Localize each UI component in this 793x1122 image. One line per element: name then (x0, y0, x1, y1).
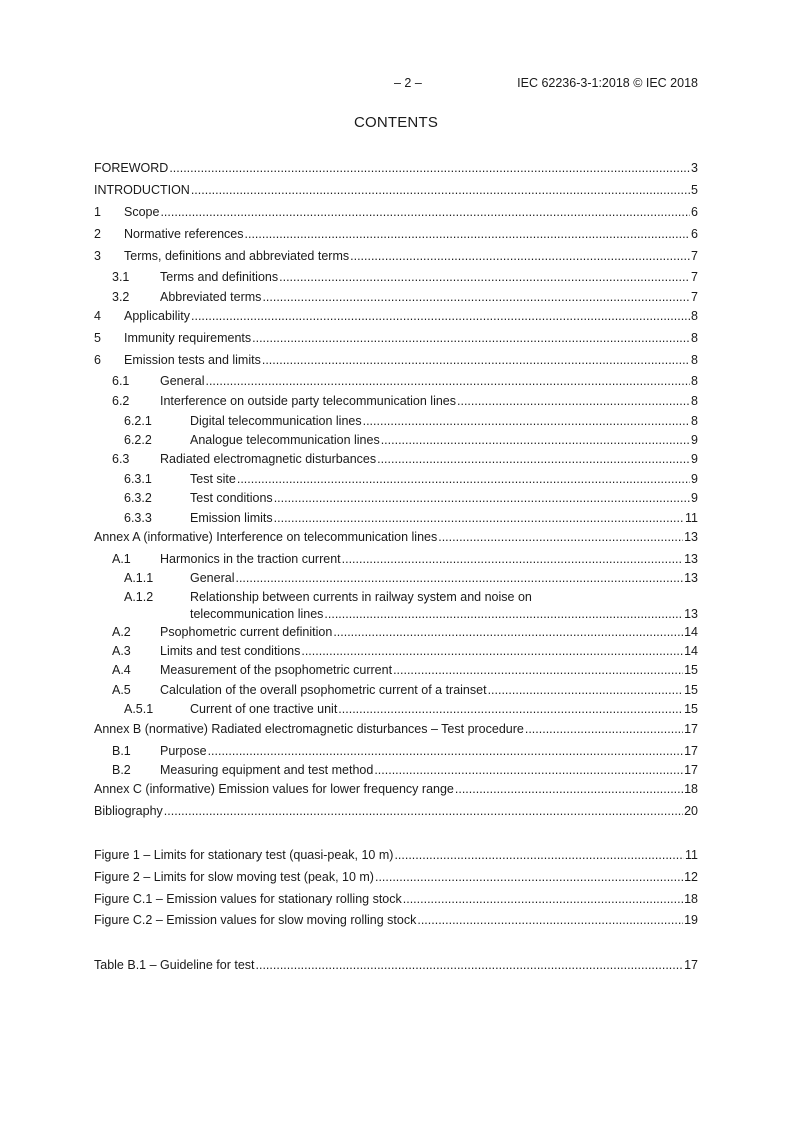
toc-entry-label: Terms, definitions and abbreviated terms (124, 249, 350, 263)
toc-entry-page: 14 (684, 644, 698, 658)
toc-entry-page: 8 (691, 309, 698, 323)
dot-leader (324, 606, 683, 622)
dot-leader (403, 891, 683, 907)
dot-leader (338, 701, 683, 717)
toc-entry-label: Figure 1 – Limits for stationary test (quasi-peak, 10 m) (94, 848, 394, 862)
toc-entry-number: 5 (94, 331, 101, 345)
toc-entry-2[interactable] (94, 226, 698, 242)
tables-entry-table-b-1-guideline-for-test[interactable] (94, 957, 698, 973)
toc-entry-number: A.5 (112, 683, 131, 697)
toc-entry-page: 6 (691, 227, 698, 241)
toc-entry-number: 6.1 (112, 374, 130, 388)
toc-entry-number: A.3 (112, 644, 131, 658)
toc-entry-page: 8 (691, 353, 698, 367)
toc-entry-line (94, 869, 698, 885)
dot-leader (363, 413, 690, 429)
toc-entry-number: 6.3.1 (124, 472, 152, 486)
toc-entry-B-2[interactable] (94, 762, 698, 778)
dot-leader (274, 490, 690, 506)
toc-entry-number: 6.3 (112, 452, 130, 466)
toc-entry-line (124, 248, 698, 264)
toc-entry-1[interactable] (94, 204, 698, 220)
toc-entry-page: 8 (691, 374, 698, 388)
toc-entry-number: 2 (94, 227, 101, 241)
toc-entry-label: Harmonics in the traction current (160, 552, 341, 566)
toc-entry-label: Measuring equipment and test method (160, 763, 374, 777)
toc-entry-page: 13 (684, 607, 698, 621)
toc-entry-label: Radiated electromagnetic disturbances (160, 452, 377, 466)
toc-entry-A-1-1[interactable] (94, 570, 698, 586)
toc-entry-page: 19 (684, 913, 698, 927)
toc-entry-line (190, 471, 698, 487)
toc-entry-number: B.2 (112, 763, 131, 777)
toc-entry-6-3-1[interactable] (94, 471, 698, 487)
dot-leader (191, 308, 690, 324)
toc-entry-label: Emission limits (190, 511, 273, 525)
toc-entry-A-1[interactable] (94, 551, 698, 567)
toc-entry-number: 4 (94, 309, 101, 323)
toc-entry-page: 6 (691, 205, 698, 219)
toc-entry-page: 7 (691, 290, 698, 304)
toc-entry-page: 12 (684, 870, 698, 884)
toc-entry-page: 20 (684, 804, 698, 818)
toc-entry-page: 7 (691, 249, 698, 263)
toc-entry-line (124, 330, 698, 346)
toc-entry-3-1[interactable] (94, 269, 698, 285)
toc-entry-page: 7 (691, 270, 698, 284)
dot-leader (374, 762, 683, 778)
dot-leader (393, 662, 683, 678)
dot-leader (342, 551, 683, 567)
toc-entry-A-2[interactable] (94, 624, 698, 640)
toc-entry-label: Annex B (normative) Radiated electromagnetic disturbances – Test procedure (94, 722, 524, 736)
toc-entry-page: 3 (691, 161, 698, 175)
toc-entry-label: Figure C.2 – Emission values for slow moving rolling stock (94, 913, 417, 927)
toc-entry-page: 17 (684, 722, 698, 736)
toc-entry-label: telecommunication lines (190, 607, 324, 621)
toc-entry-line (190, 701, 698, 717)
toc-entry-line (160, 373, 698, 389)
toc-entry-number: A.1.1 (124, 571, 154, 585)
toc-entry-page: 9 (691, 491, 698, 505)
toc-entry-page: 11 (685, 848, 698, 862)
toc-entry-annex-a-informative-interference-on-tele[interactable] (94, 529, 698, 545)
toc-entry-number: B.1 (112, 744, 131, 758)
toc-entry-page: 15 (684, 683, 698, 697)
toc-entry-page: 15 (684, 702, 698, 716)
toc-entry-A-5[interactable] (94, 682, 698, 698)
toc-entry-number: 6.2.2 (124, 433, 152, 447)
toc-entry-line (160, 762, 698, 778)
dot-leader (417, 912, 683, 928)
toc-entry-page: 17 (684, 763, 698, 777)
toc-entry-line (160, 269, 698, 285)
toc-entry-bibliography[interactable] (94, 803, 698, 819)
figures-entry-figure-c-1-emission-values-for-stationar[interactable] (94, 891, 698, 907)
figures-entry-figure-1-limits-for-stationary-test-quas[interactable] (94, 847, 698, 863)
toc-entry-number: A.1.2 (124, 590, 154, 604)
toc-entry-label: Scope (124, 205, 160, 219)
toc-entry-label: Test conditions (190, 491, 273, 505)
toc-entry-4[interactable] (94, 308, 698, 324)
toc-entry-line (94, 847, 698, 863)
toc-entry-line (190, 432, 698, 448)
toc-entry-number: A.5.1 (124, 702, 154, 716)
toc-entry-line (190, 413, 698, 429)
toc-entry-label: Analogue telecommunication lines (190, 433, 380, 447)
dot-leader (191, 182, 690, 198)
toc-entry-6-3-2[interactable] (94, 490, 698, 506)
toc-entry-page: 8 (691, 331, 698, 345)
toc-entry-annex-c-informative-emission-values-for-[interactable] (94, 781, 698, 797)
toc-entry-line (124, 226, 698, 242)
toc-entry-number: 6.3.3 (124, 511, 152, 525)
toc-entry-line (160, 551, 698, 567)
toc-entry-label: Terms and definitions (160, 270, 279, 284)
toc-entry-label: Current of one tractive unit (190, 702, 338, 716)
toc-entry-label: Table B.1 – Guideline for test (94, 958, 255, 972)
dot-leader (205, 373, 690, 389)
toc-entry-page: 9 (691, 452, 698, 466)
toc-entry-number: 6.2.1 (124, 414, 152, 428)
toc-entry-3-2[interactable] (94, 289, 698, 305)
toc-entry-label: Figure 2 – Limits for slow moving test (peak, 10 m) (94, 870, 374, 884)
toc-entry-6-2-1[interactable] (94, 413, 698, 429)
toc-entry-6-3[interactable] (94, 451, 698, 467)
toc-entry-annex-b-normative-radiated-electromagnet[interactable] (94, 721, 698, 737)
dot-leader (394, 847, 684, 863)
toc-entry-line (94, 721, 698, 737)
toc-entry-number: 6.3.2 (124, 491, 152, 505)
dot-leader (377, 451, 690, 467)
toc-entry-line (124, 204, 698, 220)
toc-entry-page: 5 (691, 183, 698, 197)
dot-leader (274, 510, 684, 526)
toc-entry-number: 6.2 (112, 394, 130, 408)
toc-entry-label: General (160, 374, 205, 388)
toc-entry-label: Immunity requirements (124, 331, 252, 345)
toc-entry-line (94, 182, 698, 198)
toc-entry-label: Interference on outside party telecommunication lines (160, 394, 456, 408)
dot-leader (333, 624, 683, 640)
toc-entry-line (124, 308, 698, 324)
toc-entry-number: 1 (94, 205, 101, 219)
dot-leader (375, 869, 683, 885)
dot-leader (262, 289, 690, 305)
toc-entry-A-4[interactable] (94, 662, 698, 678)
toc-entry-page: 13 (684, 530, 698, 544)
toc-entry-line (94, 160, 698, 176)
toc-entry-label: Applicability (124, 309, 191, 323)
toc-entry-label: Digital telecommunication lines (190, 414, 362, 428)
toc-entry-page: 9 (691, 472, 698, 486)
dot-leader (488, 682, 684, 698)
toc-entry-line (160, 289, 698, 305)
toc-entry-line (190, 570, 698, 586)
toc-entry-line (160, 743, 698, 759)
toc-entry-line (190, 490, 698, 506)
toc-entry-6-2[interactable] (94, 393, 698, 409)
toc-entry-label: Annex A (informative) Interference on telecommunication lines (94, 530, 438, 544)
dot-leader (160, 204, 690, 220)
page-header (94, 76, 698, 92)
toc-entry-label: INTRODUCTION (94, 183, 190, 197)
toc-entry-page: 13 (684, 552, 698, 566)
toc-entry-page: 13 (684, 571, 698, 585)
toc-entry-label: Emission tests and limits (124, 353, 261, 367)
toc-entry-label: Limits and test conditions (160, 644, 301, 658)
dot-leader (525, 721, 683, 737)
toc-entry-number: 3.2 (112, 290, 130, 304)
dot-leader (301, 643, 683, 659)
dot-leader (245, 226, 691, 242)
toc-entry-number: 3 (94, 249, 101, 263)
figures-entry-figure-2-limits-for-slow-moving-test-pea[interactable] (94, 869, 698, 885)
toc-entry-line (94, 529, 698, 545)
dot-leader (164, 803, 683, 819)
toc-entry-B-1[interactable] (94, 743, 698, 759)
dot-leader (279, 269, 690, 285)
toc-entry-number: A.2 (112, 625, 131, 639)
toc-entry-label: FOREWORD (94, 161, 169, 175)
toc-entry-page: 18 (684, 782, 698, 796)
toc-entry-A-1-2[interactable] (94, 589, 698, 623)
toc-entry-label: Test site (190, 472, 236, 486)
toc-entry-introduction[interactable] (94, 182, 698, 198)
toc-entry-number: 3.1 (112, 270, 130, 284)
toc-entry-page: 17 (684, 958, 698, 972)
toc-entry-5[interactable] (94, 330, 698, 346)
toc-entry-6-2-2[interactable] (94, 432, 698, 448)
dot-leader (457, 393, 690, 409)
toc-entry-label: Abbreviated terms (160, 290, 262, 304)
toc-entry-page: 9 (691, 433, 698, 447)
figures-entry-figure-c-2-emission-values-for-slow-movi[interactable] (94, 912, 698, 928)
toc-entry-line (94, 957, 698, 973)
toc-entry-foreword[interactable] (94, 160, 698, 176)
toc-entry-page: 8 (691, 414, 698, 428)
toc-entry-line (94, 891, 698, 907)
toc-entry-line (94, 912, 698, 928)
toc-entry-label: General (190, 571, 235, 585)
page-number: – 2 – (394, 76, 422, 90)
dot-leader (169, 160, 690, 176)
toc-entry-line (190, 510, 698, 526)
toc-entry-line (160, 662, 698, 678)
contents-title: CONTENTS (353, 114, 439, 131)
toc-entry-label: Figure C.1 – Emission values for stationary rolling stock (94, 892, 402, 906)
toc-entry-label: Psophometric current definition (160, 625, 333, 639)
toc-entry-page: 14 (684, 625, 698, 639)
toc-entry-line (124, 352, 698, 368)
dot-leader (252, 330, 690, 346)
dot-leader (256, 957, 684, 973)
toc-entry-3[interactable] (94, 248, 698, 264)
dot-leader (438, 529, 683, 545)
dot-leader (262, 352, 690, 368)
toc-entry-label: Calculation of the overall psophometric current of a trainset (160, 683, 487, 697)
toc-entry-label: Measurement of the psophometric current (160, 663, 393, 677)
dot-leader (350, 248, 690, 264)
dot-leader (208, 743, 684, 759)
toc-entry-A-5-1[interactable] (94, 701, 698, 717)
toc-entry-number: A.4 (112, 663, 131, 677)
toc-entry-page: 18 (684, 892, 698, 906)
toc-entry-line (160, 451, 698, 467)
dot-leader (381, 432, 690, 448)
standard-reference: IEC 62236-3-1:2018 © IEC 2018 (517, 76, 698, 90)
dot-leader (237, 471, 690, 487)
dot-leader (235, 570, 683, 586)
toc-entry-number: A.1 (112, 552, 131, 566)
toc-entry-line (190, 606, 698, 622)
toc-entry-line (160, 643, 698, 659)
toc-entry-label: Annex C (informative) Emission values for lower frequency range (94, 782, 454, 796)
toc-entry-6-3-3[interactable] (94, 510, 698, 526)
toc-entry-line (94, 781, 698, 797)
toc-entry-line (160, 393, 698, 409)
toc-entry-line (160, 682, 698, 698)
toc-entry-6[interactable] (94, 352, 698, 368)
toc-entry-6-1[interactable] (94, 373, 698, 389)
toc-entry-A-3[interactable] (94, 643, 698, 659)
toc-entry-number: 6 (94, 353, 101, 367)
toc-entry-page: 11 (685, 511, 698, 525)
toc-entry-label-first-line: Relationship between currents in railway system and noise on (190, 590, 532, 604)
toc-entry-line (94, 803, 698, 819)
toc-entry-label: Bibliography (94, 804, 163, 818)
dot-leader (455, 781, 683, 797)
toc-entry-label: Purpose (160, 744, 207, 758)
toc-entry-page: 8 (691, 394, 698, 408)
toc-entry-label: Normative references (124, 227, 244, 241)
toc-entry-line (160, 624, 698, 640)
toc-entry-page: 15 (684, 663, 698, 677)
toc-entry-page: 17 (684, 744, 698, 758)
